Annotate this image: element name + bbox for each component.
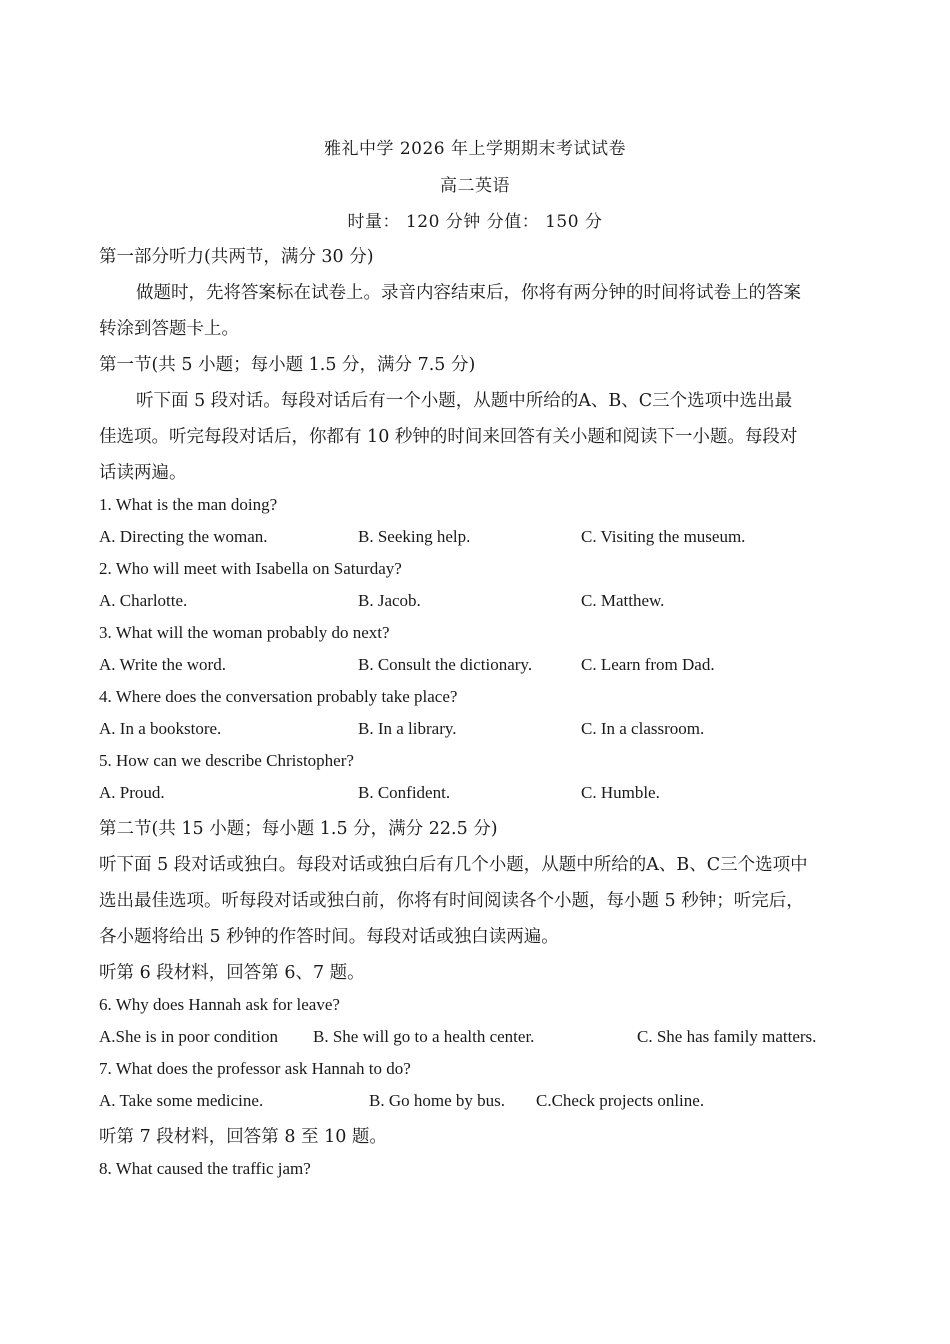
option-c: C. She has family matters. [637, 1027, 817, 1046]
option-b: B. Seeking help. [358, 527, 471, 546]
section1-instruction-line3: 话读两遍。 [99, 463, 187, 483]
option-a: A. Proud. [99, 783, 165, 802]
exam-title: 雅礼中学 2026 年上学期期末考试试卷 [323, 139, 627, 159]
option-c: C. Humble. [581, 783, 660, 802]
section1-instruction-line1: 听下面 5 段对话。每段对话后有一个小题，从题中所给的A、B、C三个选项中选出最 [136, 391, 793, 411]
question-stem: 1. What is the man doing? [99, 495, 278, 514]
option-a: A. Directing the woman. [99, 527, 268, 546]
question-stem: 2. Who will meet with Isabella on Saturday? [99, 559, 402, 578]
material-6-heading: 听第 6 段材料，回答第 6、7 题。 [99, 963, 365, 983]
option-b: B. Go home by bus. [369, 1091, 505, 1110]
question-stem: 5. How can we describe Christopher? [99, 751, 354, 770]
part1-instruction-line2: 转涂到答题卡上。 [99, 319, 239, 339]
question-stem: 3. What will the woman probably do next? [99, 623, 390, 642]
question-stem: 7. What does the professor ask Hannah to do? [99, 1059, 411, 1078]
option-a: A. Charlotte. [99, 591, 188, 610]
exam-subject: 高二英语 [440, 176, 510, 196]
section2-heading: 第二节(共 15 小题；每小题 1.5 分，满分 22.5 分) [99, 819, 498, 839]
question-stem: 4. Where does the conversation probably take place? [99, 687, 458, 706]
option-a: A. Write the word. [99, 655, 226, 674]
question-stem: 8. What caused the traffic jam? [99, 1159, 311, 1178]
option-c: C. Learn from Dad. [581, 655, 715, 674]
option-b: B. Jacob. [358, 591, 421, 610]
option-a: A. In a bookstore. [99, 719, 222, 738]
section2-instruction-line3: 各小题将给出 5 秒钟的作答时间。每段对话或独白读两遍。 [99, 927, 559, 947]
material-7-heading: 听第 7 段材料，回答第 8 至 10 题。 [99, 1127, 387, 1147]
question-stem: 6. Why does Hannah ask for leave? [99, 995, 340, 1014]
section1-heading: 第一节(共 5 小题；每小题 1.5 分，满分 7.5 分) [99, 355, 476, 375]
option-c: C. In a classroom. [581, 719, 705, 738]
option-b: B. In a library. [358, 719, 457, 738]
option-b: B. Consult the dictionary. [358, 655, 533, 674]
option-c: C. Visiting the museum. [581, 527, 746, 546]
option-c: C. Matthew. [581, 591, 665, 610]
section1-instruction-line2: 佳选项。听完每段对话后，你都有 10 秒钟的时间来回答有关小题和阅读下一小题。每段对 [99, 427, 798, 447]
option-b: B. She will go to a health center. [313, 1027, 535, 1046]
option-a: A. Take some medicine. [99, 1091, 264, 1110]
part1-heading: 第一部分听力(共两节，满分 30 分) [99, 247, 374, 267]
option-a: A.She is in poor condition [99, 1027, 278, 1046]
part1-instruction-line1: 做题时，先将答案标在试卷上。录音内容结束后，你将有两分钟的时间将试卷上的答案 [136, 283, 801, 303]
option-c: C.Check projects online. [536, 1091, 705, 1110]
exam-time-score: 时量： 120 分钟 分值： 150 分 [347, 212, 603, 232]
section2-instruction-line1: 听下面 5 段对话或独白。每段对话或独白后有几个小题，从题中所给的A、B、C三个选项中 [99, 855, 808, 875]
option-b: B. Confident. [358, 783, 451, 802]
section2-instruction-line2: 选出最佳选项。听每段对话或独白前，你将有时间阅读各个小题，每小题 5 秒钟；听完后， [99, 891, 804, 911]
